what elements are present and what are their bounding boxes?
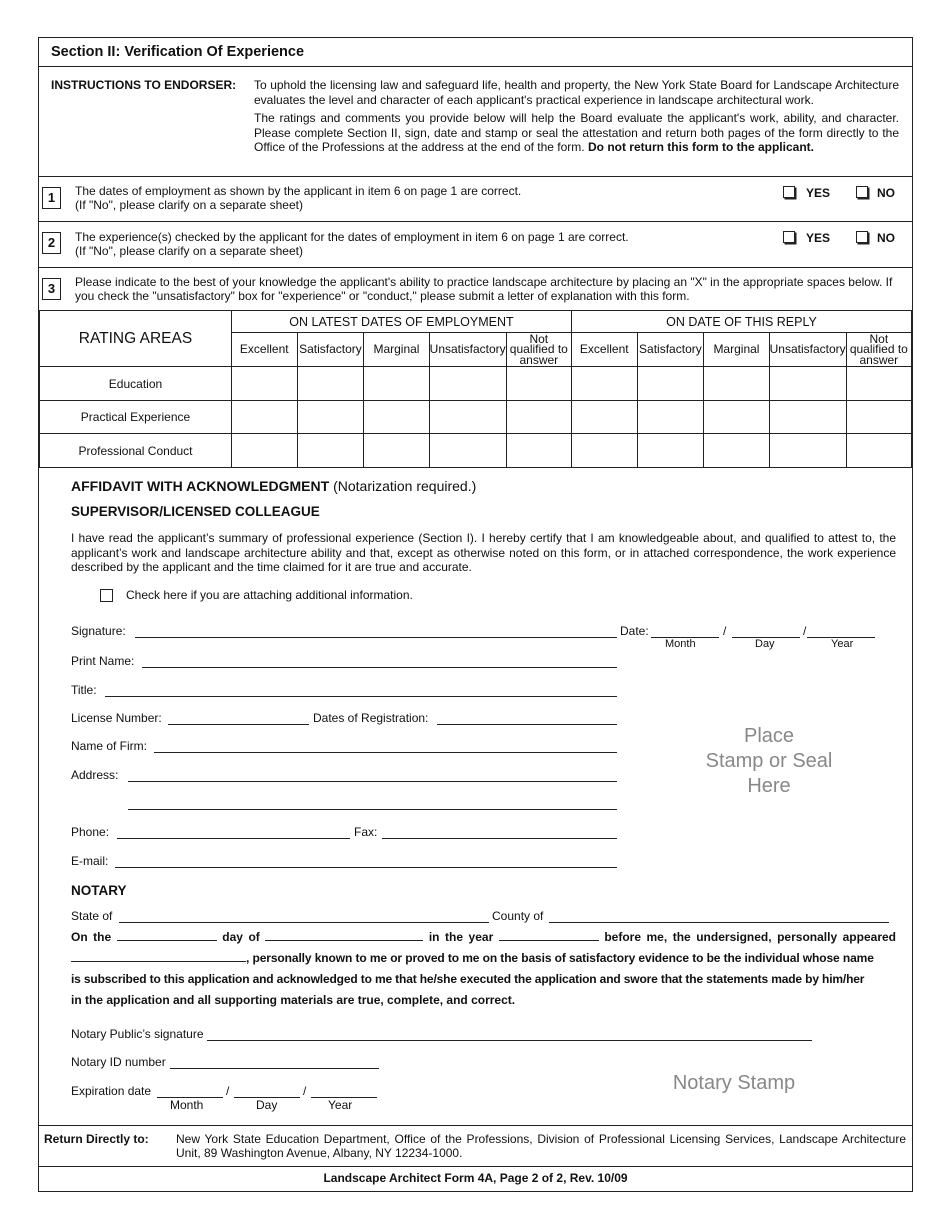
firm-field[interactable]: [154, 752, 617, 753]
expiration-label: Expiration date: [71, 1084, 152, 1098]
rating-row-label-professional-conduct: Professional Conduct: [40, 434, 232, 468]
divider: [39, 1125, 912, 1126]
date-separator: /: [303, 1084, 307, 1098]
expiration-day-caption: Day: [256, 1098, 278, 1112]
phone-label: Phone:: [71, 825, 110, 839]
return-address: New York State Education Department, Office of the Professions, Division of Professional Licensing Services, Landscape Architecture Unit, 89 Washington Avenue, Albany, NY 12234-1000.: [176, 1132, 906, 1160]
rating-row-label-education: Education: [40, 367, 232, 401]
rating-cell[interactable]: [231, 367, 297, 401]
date-separator: /: [723, 624, 727, 638]
appeared-name-field[interactable]: [71, 951, 246, 962]
county-field[interactable]: [549, 922, 889, 923]
rating-table: [39, 310, 912, 468]
question-1-yes-checkbox[interactable]: [783, 186, 795, 198]
rating-cell[interactable]: [704, 401, 769, 434]
license-number-label: License Number:: [71, 711, 162, 725]
rating-cell[interactable]: [571, 434, 637, 468]
section-title: Section II: Verification Of Experience: [51, 44, 305, 60]
address-label: Address:: [71, 768, 119, 782]
rating-areas-header: RATING AREAS: [40, 311, 232, 367]
rating-cell[interactable]: [704, 434, 769, 468]
question-2-number: 2: [42, 232, 61, 254]
table-row: [40, 401, 912, 434]
form-frame: [38, 37, 913, 1192]
county-of-label: County of: [492, 909, 544, 923]
table-row: [40, 434, 912, 468]
table-row: [40, 367, 912, 401]
group-header-this-reply: ON DATE OF THIS REPLY: [571, 311, 911, 333]
notary-id-label: Notary ID number: [71, 1055, 166, 1069]
divider: [39, 1166, 912, 1167]
notary-year-field[interactable]: [499, 930, 599, 941]
rating-cell[interactable]: [231, 434, 297, 468]
notary-line-3: is subscribed to this application and acknowledged to me that he/she executed the application and swore that the statements made by him/her: [71, 972, 865, 986]
notary-id-field[interactable]: [170, 1068, 379, 1069]
rating-cell[interactable]: [429, 401, 506, 434]
divider: [39, 176, 912, 177]
rating-cell[interactable]: [637, 401, 704, 434]
notary-title: NOTARY: [71, 883, 127, 898]
rating-cell[interactable]: [429, 367, 506, 401]
date-day-caption: Day: [755, 638, 775, 650]
affidavit-statement: I have read the applicant’s summary of professional experience (Section I). I hereby certify that I am knowledgeable about, and qualified to attest to, the applicant’s work and landscape architecture ability and that, except as otherwise noted on this form, or in attached correspondence, the work experience described by the applicant and the time claimed for it are true and accurate.: [71, 531, 896, 574]
column-header-marginal: Marginal: [364, 333, 429, 367]
column-header-excellent: Excellent: [571, 333, 637, 367]
notary-stamp-placeholder: Notary Stamp: [672, 1072, 796, 1094]
rating-cell[interactable]: [637, 434, 704, 468]
dates-registration-label: Dates of Registration:: [313, 711, 429, 725]
question-1-number: 1: [42, 187, 61, 209]
phone-field[interactable]: [117, 838, 350, 839]
return-label: Return Directly to:: [44, 1132, 149, 1146]
rating-cell[interactable]: [231, 401, 297, 434]
signature-field[interactable]: [135, 637, 617, 638]
question-1-yes-label: YES: [806, 186, 831, 200]
column-header-not-qualified: Not qualified to answer: [846, 333, 911, 367]
notary-day-field[interactable]: [117, 930, 217, 941]
fax-field[interactable]: [382, 838, 617, 839]
divider: [39, 221, 912, 222]
instructions-warning: Do not return this form to the applicant.: [587, 140, 814, 154]
date-label: Date:: [620, 624, 649, 638]
column-header-marginal: Marginal: [704, 333, 769, 367]
date-separator: /: [226, 1084, 230, 1098]
question-1-text: The dates of employment as shown by the applicant in item 6 on page 1 are correct. (If "No", please clarify on a separate sheet): [75, 184, 522, 212]
divider: [39, 66, 912, 67]
signature-label: Signature:: [71, 624, 126, 638]
rating-cell[interactable]: [704, 367, 769, 401]
column-header-unsatisfactory: Unsatisfactory: [769, 333, 846, 367]
address-field-line-2[interactable]: [128, 809, 617, 810]
affidavit-title: AFFIDAVIT WITH ACKNOWLEDGMENT (Notarization required.): [71, 478, 477, 494]
question-2-text: The experience(s) checked by the applicant for the dates of employment in item 6 on page 1 are correct. (If "No", please clarify on a separate sheet): [75, 230, 629, 258]
rating-cell[interactable]: [297, 434, 364, 468]
state-of-label: State of: [71, 909, 113, 923]
instructions-paragraph-2: The ratings and comments you provide below will help the Board evaluate the applicant's work, ability, and character. Please complete Section II, sign, date and stamp or seal the attestation and return both pages of the form directly to the Office of the Professions at the address at the end of the form. Do not return this form to the applicant.: [254, 111, 899, 154]
date-month-caption: Month: [665, 638, 696, 650]
rating-cell[interactable]: [571, 367, 637, 401]
rating-cell[interactable]: [429, 434, 506, 468]
group-header-latest-employment: ON LATEST DATES OF EMPLOYMENT: [231, 311, 571, 333]
rating-cell[interactable]: [364, 367, 429, 401]
rating-cell[interactable]: [846, 367, 911, 401]
license-number-field[interactable]: [168, 724, 309, 725]
attach-info-label: Check here if you are attaching additional information.: [126, 588, 413, 602]
rating-cell[interactable]: [364, 434, 429, 468]
question-3-text: Please indicate to the best of your knowledge the applicant's ability to practice landscape architecture by placing an "X" in the appropriate spaces below. If you check the "unsatisfactory" box for "experience" or "conduct," please submit a letter of explanation with this form.: [75, 275, 893, 303]
notary-line-1: On the day of in the year before me, the undersigned, personally appeared: [71, 930, 896, 944]
divider: [39, 267, 912, 268]
expiration-month-caption: Month: [170, 1098, 204, 1112]
fax-label: Fax:: [354, 825, 378, 839]
seal-placeholder: Place Stamp or Seal Here: [705, 725, 833, 797]
rating-cell[interactable]: [769, 434, 846, 468]
rating-cell[interactable]: [297, 401, 364, 434]
rating-cell[interactable]: [364, 401, 429, 434]
rating-cell[interactable]: [297, 367, 364, 401]
column-header-excellent: Excellent: [231, 333, 297, 367]
question-1-no-label: NO: [877, 186, 895, 200]
print-name-field[interactable]: [142, 667, 617, 668]
question-1-no-checkbox[interactable]: [856, 186, 868, 198]
form-id: Landscape Architect Form 4A, Page 2 of 2, Rev. 10/09: [323, 1171, 628, 1185]
email-field[interactable]: [115, 867, 617, 868]
column-header-satisfactory: Satisfactory: [297, 333, 364, 367]
date-year-caption: Year: [831, 638, 854, 650]
column-header-unsatisfactory: Unsatisfactory: [429, 333, 506, 367]
date-separator: /: [803, 624, 807, 638]
email-label: E-mail:: [71, 854, 109, 868]
notary-signature-field[interactable]: [207, 1040, 812, 1041]
column-header-satisfactory: Satisfactory: [637, 333, 704, 367]
rating-cell[interactable]: [637, 367, 704, 401]
rating-cell[interactable]: [846, 434, 911, 468]
dates-registration-field[interactable]: [437, 724, 617, 725]
state-field[interactable]: [119, 922, 489, 923]
firm-label: Name of Firm:: [71, 739, 148, 753]
title-label: Title:: [71, 683, 97, 697]
attach-info-checkbox[interactable]: [100, 589, 113, 602]
question-2-yes-label: YES: [806, 231, 831, 245]
question-2-no-checkbox[interactable]: [856, 231, 868, 243]
rating-row-label-practical-experience: Practical Experience: [40, 401, 232, 434]
question-2-yes-checkbox[interactable]: [783, 231, 795, 243]
instructions-paragraph-1: To uphold the licensing law and safeguard life, health and property, the New York State Board for Landscape Architecture evaluates the level and character of each applicant's practical experience in landscape architectural work.: [254, 78, 899, 107]
rating-cell[interactable]: [846, 401, 911, 434]
column-header-not-qualified: Not qualified to answer: [506, 333, 571, 367]
expiration-year-caption: Year: [328, 1098, 353, 1112]
rating-cell[interactable]: [571, 401, 637, 434]
question-2-no-label: NO: [877, 231, 895, 245]
notary-line-2: , personally known to me or proved to me on the basis of satisfactory evidence to be the individual whose name: [71, 948, 896, 969]
address-field-line-1[interactable]: [128, 781, 617, 782]
rating-cell[interactable]: [506, 434, 571, 468]
rating-cell[interactable]: [506, 401, 571, 434]
instructions-label: INSTRUCTIONS TO ENDORSER:: [51, 78, 237, 92]
notary-line-4: in the application and all supporting materials are true, complete, and correct.: [71, 993, 516, 1007]
print-name-label: Print Name:: [71, 654, 135, 668]
rating-cell[interactable]: [506, 367, 571, 401]
title-field[interactable]: [105, 696, 617, 697]
rating-cell[interactable]: [769, 401, 846, 434]
rating-cell[interactable]: [769, 367, 846, 401]
notary-signature-label: Notary Public’s signature: [71, 1027, 204, 1041]
question-3-number: 3: [42, 278, 61, 300]
instructions-text: [254, 78, 899, 155]
affidavit-subtitle: SUPERVISOR/LICENSED COLLEAGUE: [71, 504, 320, 519]
notary-month-field[interactable]: [265, 930, 423, 941]
